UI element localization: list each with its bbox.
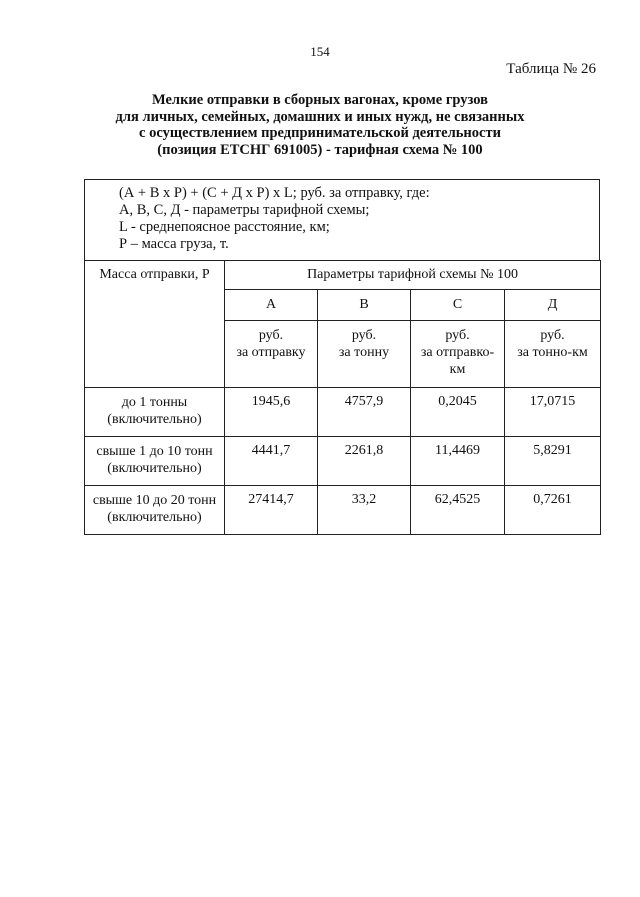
param-unit-a xyxy=(225,320,318,387)
row-label-line: свыше 10 до 20 тонн xyxy=(92,493,217,508)
title-line: Мелкие отправки в сборных вагонах, кроме грузов xyxy=(152,92,488,108)
row-label-line: (включительно) xyxy=(107,461,202,476)
value-cell-d: 0,7261 xyxy=(505,486,601,535)
unit-line: руб. xyxy=(258,327,284,343)
table-label: Таблица № 26 xyxy=(506,61,596,77)
row-label-line: (включительно) xyxy=(107,412,202,427)
value-cell-c: 11,4469 xyxy=(411,437,505,486)
formula-line: А, В, С, Д - параметры тарифной схемы; xyxy=(119,202,370,218)
value-cell-a: 4441,7 xyxy=(225,437,318,486)
tariff-parameters-table xyxy=(84,260,601,535)
table-row xyxy=(85,486,601,535)
value-cell-c: 0,2045 xyxy=(411,388,505,437)
row-label-line: до 1 тонны xyxy=(121,395,188,410)
param-letter-a: А xyxy=(225,289,318,320)
formula-line: Р – масса груза, т. xyxy=(119,236,229,252)
value-cell-b: 4757,9 xyxy=(318,388,411,437)
value-cell-b: 33,2 xyxy=(318,486,411,535)
unit-line: за отправку xyxy=(236,344,306,360)
param-unit-c xyxy=(411,320,505,387)
value-cell-a: 27414,7 xyxy=(225,486,318,535)
row-label-cell xyxy=(85,388,225,437)
title-line: (позиция ЕТСНГ 691005) - тарифная схема № 100 xyxy=(157,141,483,158)
page-number: 154 xyxy=(310,44,330,59)
title-line: с осуществлением предпринимательской деятельности xyxy=(139,125,501,141)
title-line: для личных, семейных, домашних и иных нужд, не связанных xyxy=(115,108,525,125)
formula-line: L - среднепоясное расстояние, км; xyxy=(119,219,330,235)
unit-line: км xyxy=(449,361,466,377)
document-title xyxy=(110,92,530,158)
row-label-cell xyxy=(85,486,225,535)
mass-header-cell: Масса отправки, Р xyxy=(85,261,225,388)
unit-line: руб. xyxy=(351,327,377,343)
unit-line: за отправко- xyxy=(420,344,495,360)
param-letter-d: Д xyxy=(505,289,601,320)
table-row xyxy=(85,437,601,486)
formula-box xyxy=(84,179,600,261)
table-header-row xyxy=(85,261,601,290)
value-cell-d: 5,8291 xyxy=(505,437,601,486)
param-unit-d xyxy=(505,320,601,387)
unit-line: руб. xyxy=(445,327,470,343)
row-label-line: свыше 1 до 10 тонн xyxy=(96,444,213,459)
row-label-cell xyxy=(85,437,225,486)
unit-line: руб. xyxy=(540,327,565,343)
value-cell-d: 17,0715 xyxy=(505,388,601,437)
params-header-cell: Параметры тарифной схемы № 100 xyxy=(225,261,601,290)
value-cell-c: 62,4525 xyxy=(411,486,505,535)
value-cell-a: 1945,6 xyxy=(225,388,318,437)
unit-line: за тонну xyxy=(338,344,390,360)
param-letter-b: В xyxy=(318,289,411,320)
table-row xyxy=(85,388,601,437)
row-label-line: (включительно) xyxy=(107,510,202,525)
param-unit-b xyxy=(318,320,411,387)
param-letter-c: С xyxy=(411,289,505,320)
formula-line: (А + В х Р) + (С + Д х Р) х L; руб. за отправку, где: xyxy=(119,185,430,201)
unit-line: за тонно-км xyxy=(517,344,588,360)
value-cell-b: 2261,8 xyxy=(318,437,411,486)
